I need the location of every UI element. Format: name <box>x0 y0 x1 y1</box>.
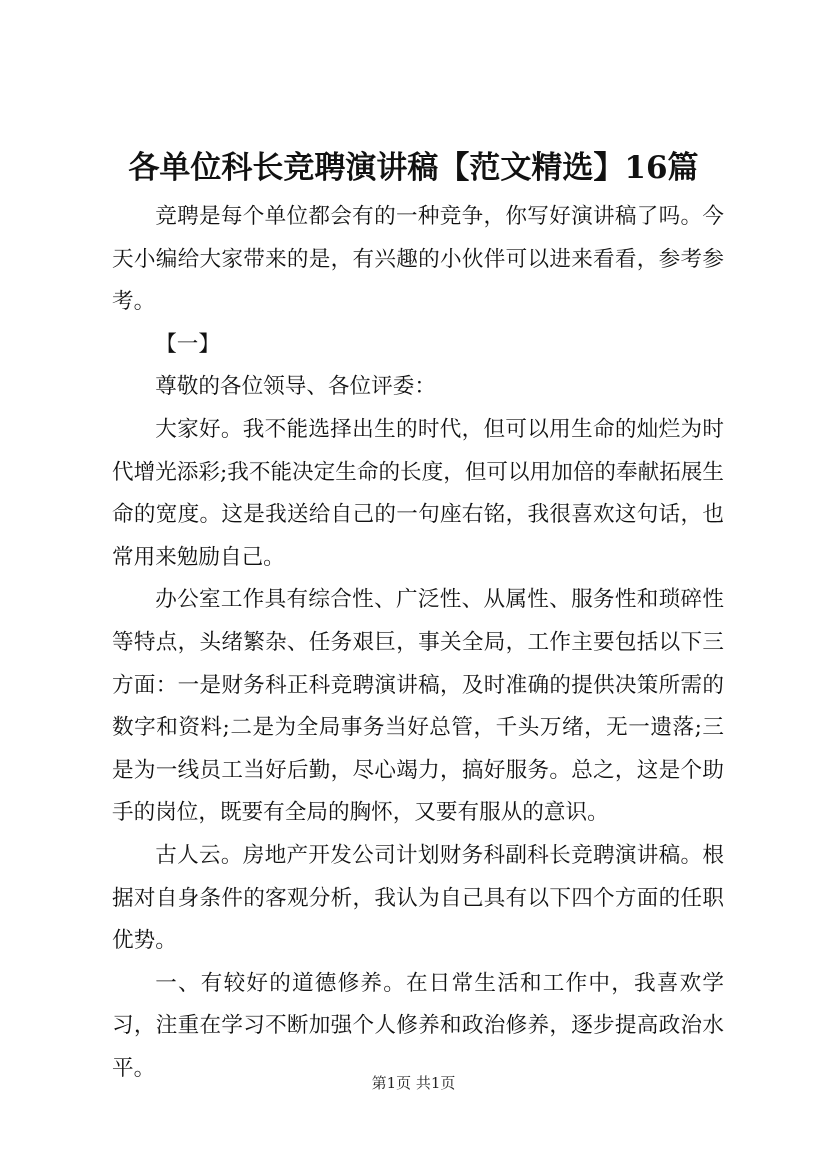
body-paragraph: 办公室工作具有综合性、广泛性、从属性、服务性和琐碎性等特点，头绪繁杂、任务艰巨，事关全局，工作主要包括以下三方面：一是财务科正科竞聘演讲稿，及时准确的提供决策所需的数字和资料;二是为全局事务当好总管，千头万绪，无一遗落;三是为一线员工当好后勤，尽心竭力，搞好服务。总之，这是个助手的岗位，既要有全局的胸怀，又要有服从的意识。 <box>112 587 724 826</box>
page-footer: 第1页 共1页 <box>371 1074 456 1092</box>
section-heading: 【一】 <box>155 331 220 357</box>
body-paragraph: 大家好。我不能选择出生的时代，但可以用生命的灿烂为时代增光添彩;我不能决定生命的长度，但可以用加倍的奉献拓展生命的宽度。这是我送给自己的一句座右铭，我很喜欢这句话，也常用来勉励自己。 <box>112 416 724 570</box>
document-body <box>112 196 724 1090</box>
body-paragraph: 古人云。房地产开发公司计划财务科副科长竞聘演讲稿。根据对自身条件的客观分析，我认为自己具有以下四个方面的任职优势。 <box>112 842 724 954</box>
body-paragraph: 一、有较好的道德修养。在日常生活和工作中，我喜欢学习，注重在学习不断加强个人修养和政治修养，逐步提高政治水平。 <box>112 970 724 1081</box>
document-title: 各单位科长竞聘演讲稿【范文精选】16篇 <box>128 150 699 186</box>
intro-paragraph: 竞聘是每个单位都会有的一种竞争，你写好演讲稿了吗。今天小编给大家带来的是，有兴趣的小伙伴可以进来看看，参考参考。 <box>112 204 724 315</box>
greeting-paragraph: 尊敬的各位领导、各位评委： <box>155 374 436 400</box>
